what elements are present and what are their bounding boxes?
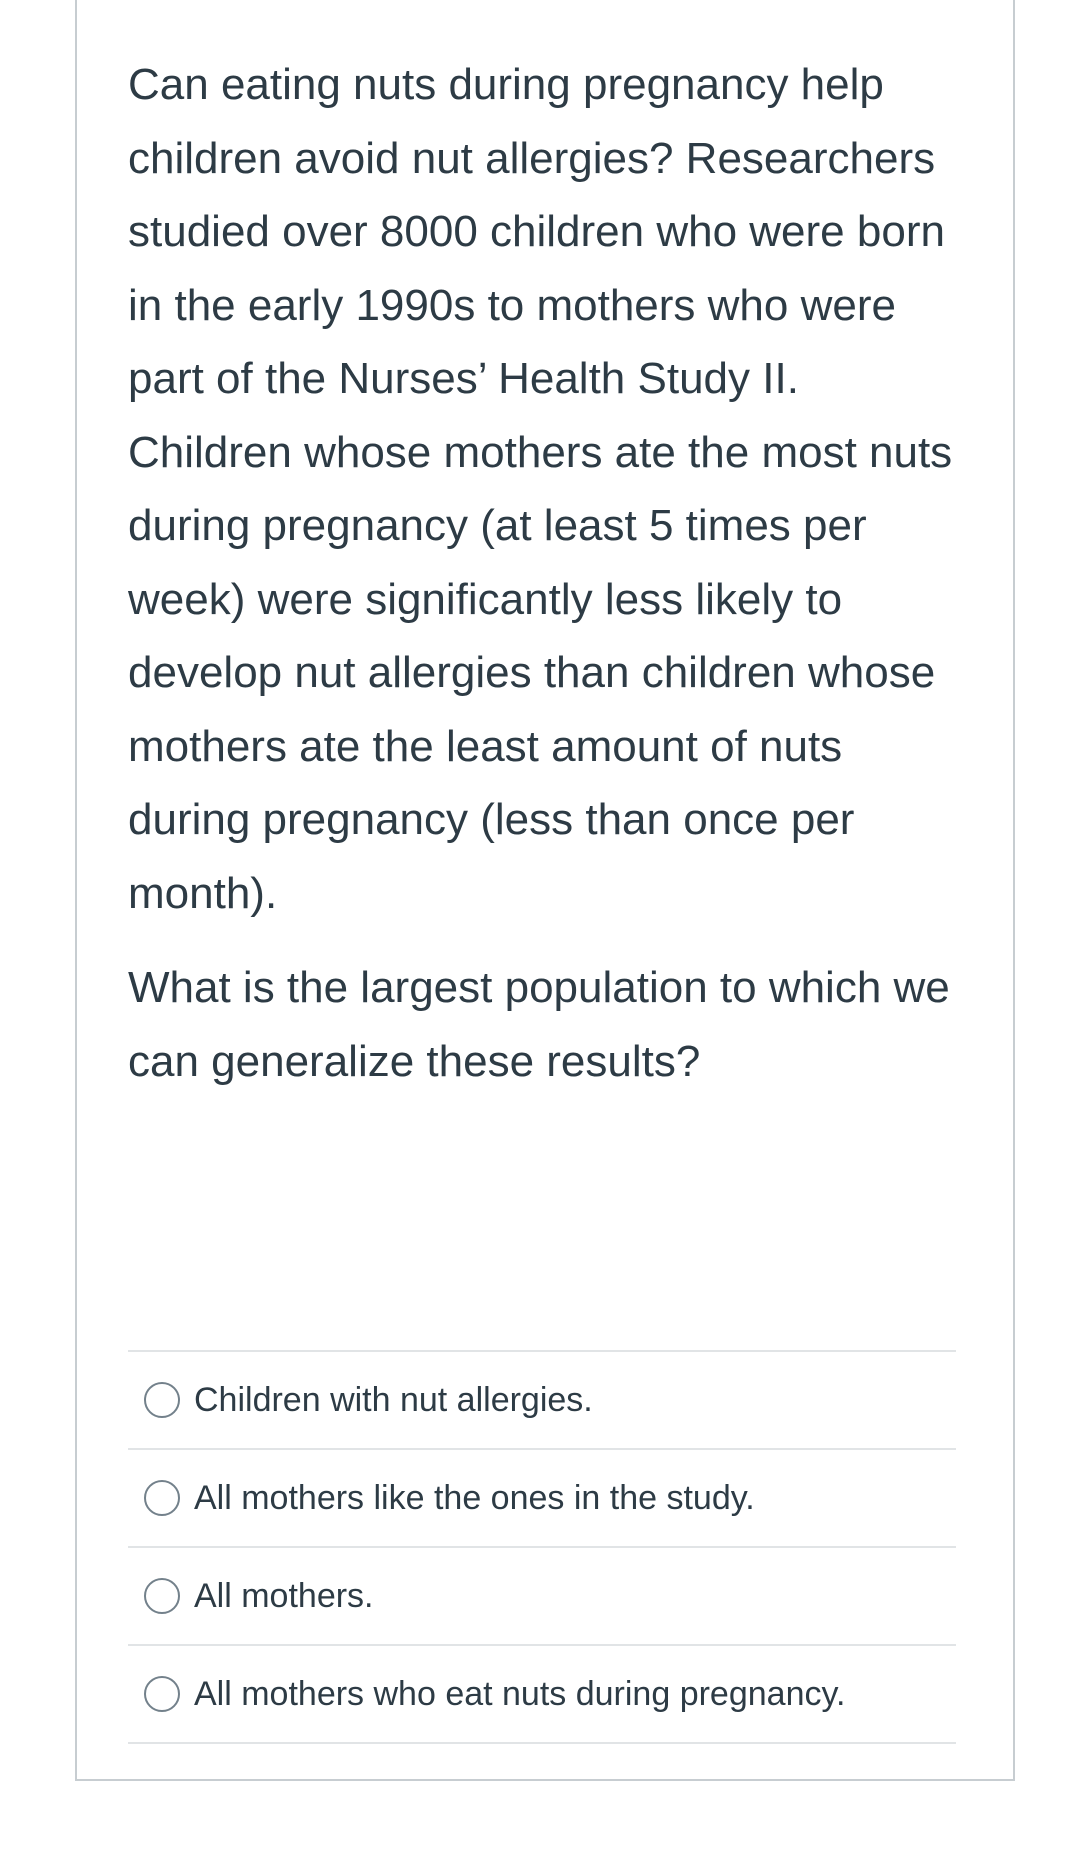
answer-label[interactable]: Children with nut allergies. bbox=[194, 1381, 593, 1419]
radio-button[interactable] bbox=[144, 1578, 180, 1614]
radio-button[interactable] bbox=[144, 1676, 180, 1712]
question-paragraph: Can eating nuts during pregnancy help children avoid nut allergies? Researchers studied over 8000 children who were born in the early 1990s to mothers who were part of the Nurses’ Health Study II. Children whose mothers ate the most nuts during pregnancy (at least 5 times per week) were significantly less likely to develop nut allergies than children whose mothers ate the least amount of nuts during pregnancy (less than once per month). bbox=[128, 60, 953, 918]
answer-list bbox=[128, 1350, 956, 1744]
question-text bbox=[128, 48, 968, 1098]
question-stem: What is the largest population to which we can generalize these results? bbox=[128, 963, 950, 1086]
radio-button[interactable] bbox=[144, 1382, 180, 1418]
answer-label[interactable]: All mothers who eat nuts during pregnancy. bbox=[194, 1675, 846, 1713]
answer-label[interactable]: All mothers like the ones in the study. bbox=[194, 1479, 755, 1517]
radio-button[interactable] bbox=[144, 1480, 180, 1516]
answer-option-4[interactable] bbox=[128, 1646, 956, 1744]
answer-label[interactable]: All mothers. bbox=[194, 1577, 374, 1615]
answer-option-3[interactable] bbox=[128, 1548, 956, 1646]
answer-option-1[interactable] bbox=[128, 1352, 956, 1450]
answer-option-2[interactable] bbox=[128, 1450, 956, 1548]
